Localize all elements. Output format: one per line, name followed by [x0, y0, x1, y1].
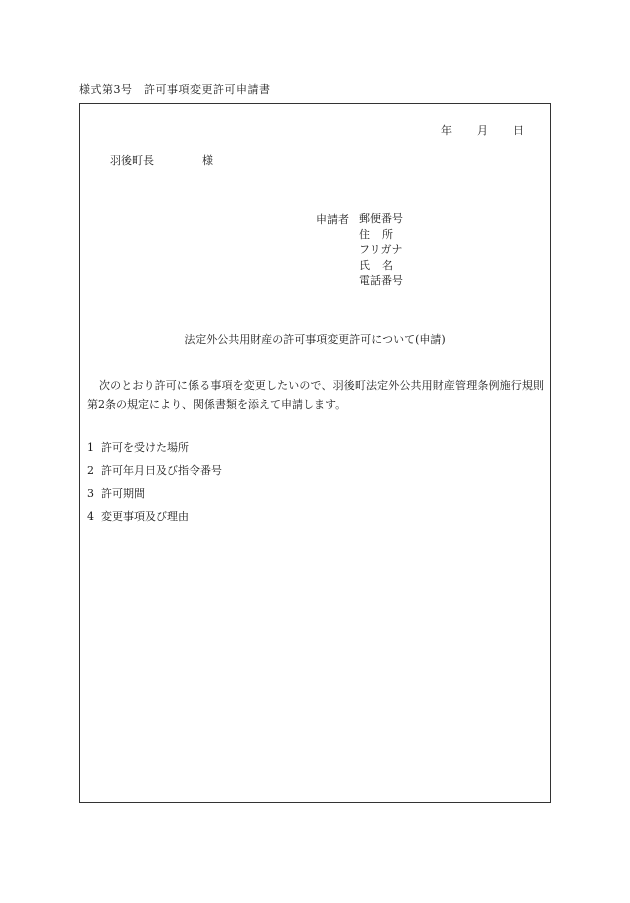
postal-code-label: 郵便番号 [359, 212, 403, 225]
item-text: 許可期間 [101, 487, 145, 500]
item-list [87, 436, 222, 528]
application-form-frame [79, 103, 551, 803]
item-number: 2 [87, 464, 94, 477]
name-label [359, 258, 405, 274]
item-text: 許可年月日及び指令番号 [101, 464, 222, 477]
item-number: 3 [87, 487, 94, 500]
date-day-label: 日 [513, 124, 524, 137]
name-label-char-2: 名 [382, 258, 393, 272]
date-year-label: 年 [441, 124, 452, 137]
request-body-text: 次のとおり許可に係る事項を変更したいので、羽後町法定外公共用財産管理条例施行規則第2条の規定により、関係書類を添えて申請します。 [87, 379, 544, 411]
list-item [87, 436, 222, 459]
date-month-label: 月 [477, 124, 488, 137]
item-number: 1 [87, 441, 94, 454]
applicant-label: 申請者 [316, 213, 349, 226]
item-text: 変更事項及び理由 [101, 510, 189, 523]
form-number-title: 様式第3号 許可事項変更許可申請書 [79, 83, 271, 96]
item-number: 4 [87, 510, 94, 523]
recipient-honorific: 様 [202, 154, 213, 167]
list-item [87, 505, 222, 528]
furigana-label: フリガナ [359, 243, 403, 256]
applicant-fields [359, 211, 405, 289]
address-label-char-1: 住 [359, 227, 370, 241]
recipient-title: 羽後町長 [110, 154, 154, 167]
address-label [359, 227, 405, 243]
applicant-block [316, 211, 405, 289]
subject-heading: 法定外公共用財産の許可事項変更許可について(申請) [184, 333, 446, 346]
recipient-line [110, 152, 213, 168]
list-item [87, 459, 222, 482]
list-item [87, 482, 222, 505]
name-label-char-1: 氏 [359, 258, 370, 272]
date-line [441, 122, 524, 138]
address-label-char-2: 所 [382, 227, 393, 241]
phone-label: 電話番号 [359, 274, 403, 287]
item-text: 許可を受けた場所 [101, 441, 189, 454]
